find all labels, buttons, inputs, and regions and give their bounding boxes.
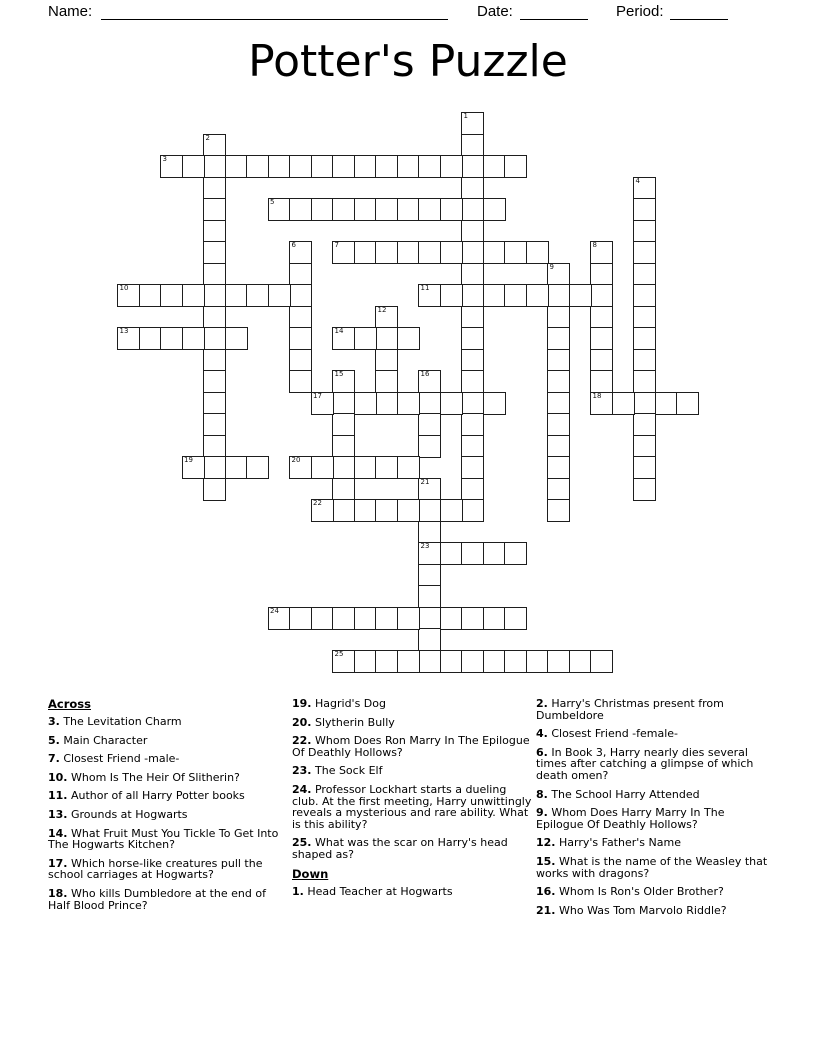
grid-cell[interactable] <box>311 499 334 522</box>
grid-cell[interactable] <box>289 198 312 221</box>
grid-cell[interactable] <box>203 134 226 157</box>
grid-cell[interactable] <box>397 198 420 221</box>
grid-cell[interactable] <box>225 327 248 350</box>
grid-cell[interactable] <box>461 263 484 286</box>
clue-item: 13. Grounds at Hogwarts <box>48 807 188 821</box>
grid-cell[interactable] <box>418 435 441 458</box>
clue-number: 19. <box>292 697 312 710</box>
grid-cell[interactable] <box>289 263 312 286</box>
grid-cell[interactable] <box>375 349 398 372</box>
grid-cell[interactable] <box>332 650 355 673</box>
grid-cell[interactable] <box>332 155 355 178</box>
grid-cell[interactable] <box>354 155 377 178</box>
grid-cell[interactable] <box>332 327 355 350</box>
grid-cell[interactable] <box>461 607 484 630</box>
grid-cell[interactable] <box>590 392 613 415</box>
grid-cell[interactable] <box>289 284 312 307</box>
grid-cell[interactable] <box>418 155 441 178</box>
clue-number: 1. <box>292 884 304 898</box>
grid-cell[interactable] <box>547 370 570 393</box>
grid-cell[interactable] <box>397 327 420 350</box>
grid-cell[interactable] <box>590 327 613 350</box>
grid-cell[interactable] <box>633 370 656 393</box>
grid-cell[interactable] <box>332 456 355 479</box>
clue-number: 2. <box>536 697 548 710</box>
cell-number: 1 <box>463 112 468 120</box>
grid-cell[interactable] <box>397 155 420 178</box>
grid-cell[interactable] <box>375 198 398 221</box>
grid-cell[interactable] <box>418 499 441 522</box>
grid-cell[interactable] <box>354 392 377 415</box>
clue-number: 6. <box>536 745 548 759</box>
clue-item: 11. Author of all Harry Potter books <box>48 789 245 803</box>
clue-item: 24. Professor Lockhart starts a dueling club. At the first meeting, Harry unwittingly reveals a mysterious and rare ability. What is this ability? <box>292 782 532 831</box>
grid-cell[interactable] <box>418 413 441 436</box>
clue-item: 2. Harry's Christmas present from Dumbeldore <box>536 697 724 722</box>
cell-number: 15 <box>334 370 344 378</box>
clue-number: 4. <box>536 727 548 741</box>
clue-number: 3. <box>48 715 60 728</box>
grid-cell[interactable] <box>311 607 334 630</box>
cell-number: 12 <box>377 305 387 314</box>
grid-cell[interactable] <box>483 542 506 565</box>
grid-cell[interactable] <box>203 392 226 415</box>
clue-item: 7. Closest Friend -male- <box>48 752 180 766</box>
grid-cell[interactable] <box>504 542 527 565</box>
clue-number: 21. <box>536 903 556 917</box>
down-heading: Down <box>292 866 329 881</box>
grid-cell[interactable] <box>332 478 355 501</box>
grid-cell[interactable] <box>311 155 334 178</box>
grid-cell[interactable] <box>289 241 312 264</box>
grid-cell[interactable] <box>461 392 484 415</box>
clue-item: 3. The Levitation Charm <box>48 715 182 728</box>
grid-cell[interactable] <box>354 327 377 350</box>
clue-number: 23. <box>292 764 312 778</box>
grid-cell[interactable] <box>526 284 549 307</box>
grid-cell[interactable] <box>397 456 420 479</box>
grid-cell[interactable] <box>633 456 656 479</box>
cell-number: 13 <box>119 327 129 335</box>
grid-cell[interactable] <box>504 241 527 264</box>
cell-number: 21 <box>420 477 430 486</box>
grid-cell[interactable] <box>483 607 506 630</box>
cell-number: 7 <box>334 241 339 249</box>
clue-number: 20. <box>292 715 312 729</box>
grid-cell[interactable] <box>332 370 355 393</box>
grid-cell[interactable] <box>311 198 334 221</box>
grid-cell[interactable] <box>182 456 205 479</box>
period-field-line[interactable] <box>670 4 728 20</box>
clue-item: 5. Main Character <box>48 733 148 747</box>
grid-cell[interactable] <box>268 607 291 630</box>
grid-cell[interactable] <box>246 456 269 479</box>
grid-cell[interactable] <box>590 306 613 329</box>
grid-cell[interactable] <box>203 177 226 200</box>
grid-cell[interactable] <box>633 413 656 436</box>
grid-cell[interactable] <box>461 542 484 565</box>
grid-cell[interactable] <box>590 241 613 264</box>
cell-number: 4 <box>635 176 640 185</box>
grid-cell[interactable] <box>461 155 484 178</box>
grid-cell[interactable] <box>461 198 484 221</box>
cell-number: 25 <box>334 649 344 658</box>
clue-column-right <box>536 698 774 923</box>
grid-cell[interactable] <box>633 198 656 221</box>
grid-cell[interactable] <box>332 607 355 630</box>
grid-cell[interactable] <box>461 435 484 458</box>
name-field-line[interactable] <box>101 4 448 20</box>
grid-cell[interactable] <box>375 306 398 329</box>
grid-cell[interactable] <box>547 456 570 479</box>
grid-cell[interactable] <box>612 392 635 415</box>
clue-item: 6. In Book 3, Harry nearly dies several times after catching a glimpse of which death omen? <box>536 745 754 782</box>
grid-cell[interactable] <box>117 284 140 307</box>
grid-cell[interactable] <box>418 370 441 393</box>
grid-cell[interactable] <box>547 327 570 350</box>
clue-number: 5. <box>48 733 60 747</box>
grid-cell[interactable] <box>547 263 570 286</box>
grid-cell[interactable] <box>375 456 398 479</box>
grid-cell[interactable] <box>633 435 656 458</box>
grid-cell[interactable] <box>504 155 527 178</box>
clue-number: 12. <box>536 836 556 850</box>
cell-number: 8 <box>592 241 597 249</box>
grid-cell[interactable] <box>440 650 463 673</box>
clue-item: 23. The Sock Elf <box>292 764 383 778</box>
grid-cell[interactable] <box>483 241 506 264</box>
clue-item: 15. What is the name of the Weasley that works with dragons? <box>536 854 768 880</box>
grid-cell[interactable] <box>397 392 420 415</box>
clue-number: 10. <box>48 770 68 784</box>
grid-cell[interactable] <box>375 155 398 178</box>
cell-number: 11 <box>420 284 430 292</box>
grid-cell[interactable] <box>526 241 549 264</box>
clue-item: 20. Slytherin Bully <box>292 715 395 729</box>
clue-number: 16. <box>536 885 556 899</box>
clue-item: 8. The School Harry Attended <box>536 787 700 801</box>
cell-number: 14 <box>334 327 344 335</box>
cell-number: 18 <box>592 391 602 400</box>
grid-cell[interactable] <box>182 284 205 307</box>
grid-cell[interactable] <box>547 413 570 436</box>
grid-cell[interactable] <box>332 499 355 522</box>
clue-item: 10. Whom Is The Heir Of Slitherin? <box>48 770 240 784</box>
grid-cell[interactable] <box>440 241 463 264</box>
grid-cell[interactable] <box>418 241 441 264</box>
grid-cell[interactable] <box>418 198 441 221</box>
grid-cell[interactable] <box>311 456 334 479</box>
grid-cell[interactable] <box>203 478 226 501</box>
grid-cell[interactable] <box>461 413 484 436</box>
grid-cell[interactable] <box>633 392 656 415</box>
clue-number: 8. <box>536 787 548 801</box>
grid-cell[interactable] <box>289 349 312 372</box>
grid-cell[interactable] <box>418 542 441 565</box>
grid-cell[interactable] <box>547 435 570 458</box>
cell-number: 5 <box>270 198 275 206</box>
clue-item: 9. Whom Does Harry Marry In The Epilogue Of Deathly Hollows? <box>536 806 725 831</box>
grid-cell[interactable] <box>418 628 441 651</box>
grid-cell[interactable] <box>182 155 205 178</box>
grid-cell[interactable] <box>461 349 484 372</box>
grid-cell[interactable] <box>547 499 570 522</box>
grid-cell[interactable] <box>461 220 484 243</box>
cell-number: 22 <box>313 499 322 507</box>
grid-cell[interactable] <box>418 585 441 608</box>
grid-cell[interactable] <box>676 392 699 415</box>
grid-cell[interactable] <box>440 284 463 307</box>
grid-cell[interactable] <box>590 284 613 307</box>
date-field-line[interactable] <box>520 4 588 20</box>
clue-column-middle <box>292 698 532 904</box>
grid-cell[interactable] <box>160 284 183 307</box>
grid-cell[interactable] <box>418 284 441 307</box>
grid-cell[interactable] <box>440 499 463 522</box>
grid-cell[interactable] <box>633 284 656 307</box>
grid-cell[interactable] <box>203 306 226 329</box>
grid-cell[interactable] <box>590 349 613 372</box>
grid-cell[interactable] <box>418 564 441 587</box>
grid-cell[interactable] <box>289 327 312 350</box>
grid-cell[interactable] <box>633 220 656 243</box>
grid-cell[interactable] <box>440 198 463 221</box>
cell-number: 17 <box>313 391 322 400</box>
grid-cell[interactable] <box>246 155 269 178</box>
grid-cell[interactable] <box>569 650 592 673</box>
name-label: Name: <box>48 3 93 20</box>
grid-cell[interactable] <box>203 155 226 178</box>
grid-cell[interactable] <box>332 241 355 264</box>
grid-cell[interactable] <box>354 241 377 264</box>
grid-cell[interactable] <box>633 177 656 200</box>
grid-cell[interactable] <box>139 327 162 350</box>
grid-cell[interactable] <box>418 650 441 673</box>
clue-item: 12. Harry's Father's Name <box>536 836 681 850</box>
grid-cell[interactable] <box>440 542 463 565</box>
grid-cell[interactable] <box>182 327 205 350</box>
clue-item: 17. Which horse-like creatures pull the school carriages at Hogwarts? <box>48 856 263 882</box>
grid-cell[interactable] <box>633 306 656 329</box>
grid-cell[interactable] <box>483 392 506 415</box>
cell-number: 24 <box>270 606 279 615</box>
clue-number: 11. <box>48 789 68 803</box>
grid-cell[interactable] <box>225 155 248 178</box>
grid-cell[interactable] <box>547 650 570 673</box>
grid-cell[interactable] <box>418 392 441 415</box>
grid-cell[interactable] <box>590 370 613 393</box>
grid-cell[interactable] <box>203 349 226 372</box>
grid-cell[interactable] <box>354 456 377 479</box>
grid-cell[interactable] <box>483 650 506 673</box>
clue-number: 25. <box>292 836 312 850</box>
clue-item: 21. Who Was Tom Marvolo Riddle? <box>536 903 727 917</box>
grid-cell[interactable] <box>590 263 613 286</box>
clue-item: 14. What Fruit Must You Tickle To Get Into The Hogwarts Kitchen? <box>48 826 279 852</box>
grid-cell[interactable] <box>633 327 656 350</box>
grid-cell[interactable] <box>117 327 140 350</box>
clue-number: 7. <box>48 752 60 766</box>
grid-cell[interactable] <box>203 263 226 286</box>
grid-cell[interactable] <box>504 284 527 307</box>
cell-number: 9 <box>549 262 554 271</box>
grid-cell[interactable] <box>203 327 226 350</box>
grid-cell[interactable] <box>461 241 484 264</box>
grid-cell[interactable] <box>354 607 377 630</box>
grid-cell[interactable] <box>332 392 355 415</box>
clue-number: 14. <box>48 826 68 840</box>
clue-item: 22. Whom Does Ron Marry In The Epilogue Of Deathly Hollows? <box>292 734 530 759</box>
grid-cell[interactable] <box>461 370 484 393</box>
grid-cell[interactable] <box>203 413 226 436</box>
grid-cell[interactable] <box>418 478 441 501</box>
page-title: Potter's Puzzle <box>248 36 568 87</box>
date-label: Date: <box>477 3 513 20</box>
clue-item: 16. Whom Is Ron's Older Brother? <box>536 885 724 899</box>
grid-cell[interactable] <box>268 284 291 307</box>
grid-cell[interactable] <box>375 607 398 630</box>
grid-cell[interactable] <box>440 607 463 630</box>
across-heading: Across <box>48 697 91 711</box>
grid-cell[interactable] <box>354 198 377 221</box>
cell-number: 20 <box>291 456 301 464</box>
grid-cell[interactable] <box>225 456 248 479</box>
grid-cell[interactable] <box>289 607 312 630</box>
clue-number: 15. <box>536 854 556 868</box>
grid-cell[interactable] <box>418 607 441 630</box>
grid-cell[interactable] <box>289 456 312 479</box>
grid-cell[interactable] <box>461 327 484 350</box>
grid-cell[interactable] <box>268 155 291 178</box>
cell-number: 6 <box>291 241 296 249</box>
grid-cell[interactable] <box>203 456 226 479</box>
grid-cell[interactable] <box>375 392 398 415</box>
clue-number: 24. <box>292 782 312 796</box>
grid-cell[interactable] <box>375 499 398 522</box>
crossword-grid <box>117 112 699 673</box>
clue-item: 18. Who kills Dumbledore at the end of Half Blood Prince? <box>48 886 266 912</box>
grid-cell[interactable] <box>547 306 570 329</box>
grid-cell[interactable] <box>569 284 592 307</box>
grid-cell[interactable] <box>375 370 398 393</box>
grid-cell[interactable] <box>225 284 248 307</box>
clue-item: 4. Closest Friend -female- <box>536 727 679 741</box>
clue-item: 25. What was the scar on Harry's head shaped as? <box>292 836 508 861</box>
cell-number: 2 <box>205 133 210 142</box>
cell-number: 10 <box>119 284 129 292</box>
clue-number: 9. <box>536 806 548 820</box>
clue-item: 19. Hagrid's Dog <box>292 697 386 710</box>
grid-cell[interactable] <box>375 650 398 673</box>
grid-cell[interactable] <box>203 284 226 307</box>
grid-cell[interactable] <box>139 284 162 307</box>
grid-cell[interactable] <box>397 241 420 264</box>
grid-cell[interactable] <box>397 650 420 673</box>
clue-number: 13. <box>48 807 68 821</box>
grid-cell[interactable] <box>461 456 484 479</box>
grid-cell[interactable] <box>203 435 226 458</box>
grid-cell[interactable] <box>633 263 656 286</box>
clue-column-left <box>48 698 284 918</box>
grid-cell[interactable] <box>332 198 355 221</box>
cell-number: 23 <box>420 542 430 550</box>
grid-cell[interactable] <box>332 413 355 436</box>
grid-cell[interactable] <box>461 134 484 157</box>
grid-cell[interactable] <box>397 499 420 522</box>
clue-number: 22. <box>292 734 312 748</box>
grid-cell[interactable] <box>590 650 613 673</box>
grid-cell[interactable] <box>655 392 678 415</box>
grid-cell[interactable] <box>461 284 484 307</box>
grid-cell[interactable] <box>461 478 484 501</box>
grid-cell[interactable] <box>504 607 527 630</box>
grid-cell[interactable] <box>375 241 398 264</box>
clue-number: 17. <box>48 856 68 870</box>
grid-cell[interactable] <box>418 521 441 544</box>
grid-cell[interactable] <box>332 435 355 458</box>
grid-cell[interactable] <box>461 112 484 135</box>
grid-cell[interactable] <box>633 349 656 372</box>
grid-cell[interactable] <box>203 241 226 264</box>
grid-cell[interactable] <box>461 650 484 673</box>
grid-cell[interactable] <box>504 650 527 673</box>
period-label: Period: <box>616 3 664 20</box>
clue-number: 18. <box>48 886 68 900</box>
grid-cell[interactable] <box>354 499 377 522</box>
grid-cell[interactable] <box>547 478 570 501</box>
grid-cell[interactable] <box>547 392 570 415</box>
grid-cell[interactable] <box>268 198 291 221</box>
cell-number: 19 <box>184 456 193 464</box>
grid-cell[interactable] <box>547 349 570 372</box>
grid-cell[interactable] <box>289 370 312 393</box>
grid-cell[interactable] <box>483 198 506 221</box>
grid-cell[interactable] <box>633 241 656 264</box>
grid-cell[interactable] <box>203 370 226 393</box>
grid-cell[interactable] <box>246 284 269 307</box>
grid-cell[interactable] <box>461 306 484 329</box>
grid-cell[interactable] <box>289 306 312 329</box>
grid-cell[interactable] <box>483 155 506 178</box>
grid-cell[interactable] <box>160 155 183 178</box>
cell-number: 3 <box>162 155 167 163</box>
grid-cell[interactable] <box>440 392 463 415</box>
grid-cell[interactable] <box>289 155 312 178</box>
grid-cell[interactable] <box>160 327 183 350</box>
grid-cell[interactable] <box>375 327 398 350</box>
grid-cell[interactable] <box>440 155 463 178</box>
grid-cell[interactable] <box>397 607 420 630</box>
grid-cell[interactable] <box>526 650 549 673</box>
grid-cell[interactable] <box>203 220 226 243</box>
cell-number: 16 <box>420 370 430 378</box>
grid-cell[interactable] <box>461 177 484 200</box>
clue-item: 1. Head Teacher at Hogwarts <box>292 884 453 898</box>
grid-cell[interactable] <box>461 499 484 522</box>
grid-cell[interactable] <box>483 284 506 307</box>
grid-cell[interactable] <box>203 198 226 221</box>
grid-cell[interactable] <box>311 392 334 415</box>
grid-cell[interactable] <box>547 284 570 307</box>
grid-cell[interactable] <box>354 650 377 673</box>
grid-cell[interactable] <box>633 478 656 501</box>
